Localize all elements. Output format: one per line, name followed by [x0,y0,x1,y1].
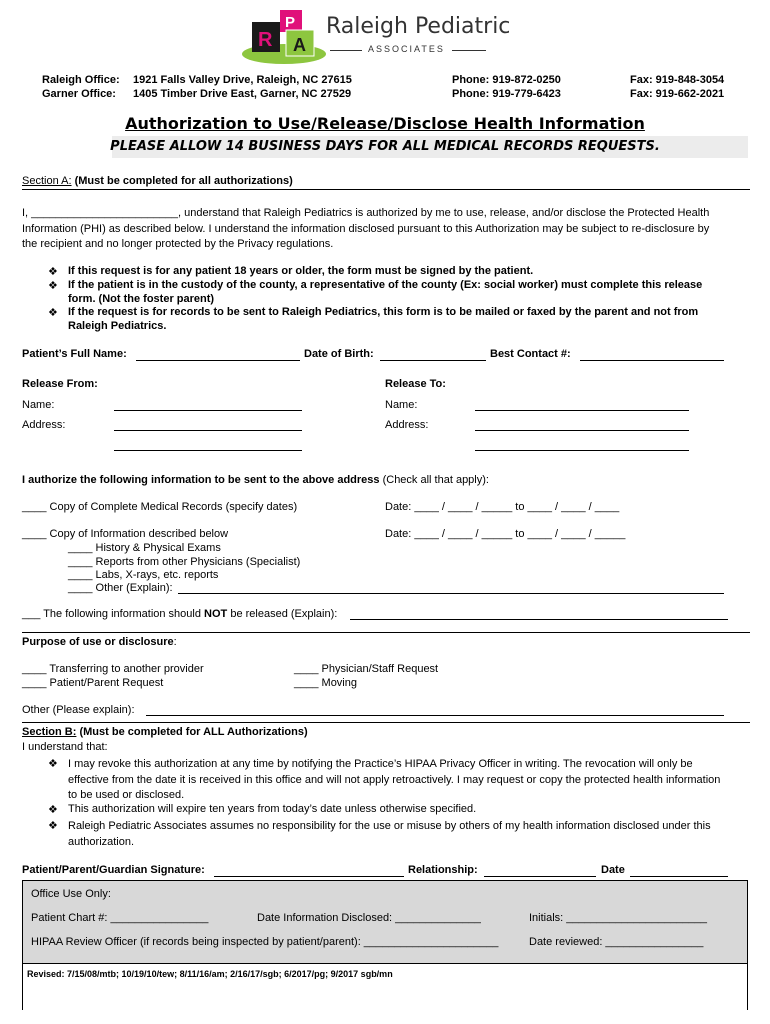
logo-letter-a: A [293,35,306,55]
date-reviewed-field[interactable]: Date reviewed: ________________ [529,936,704,948]
section-b-label: Section B: [22,726,77,738]
purpose-other-field[interactable] [146,715,724,716]
relationship-label: Relationship: [408,864,478,876]
authorize-divider [22,632,750,633]
purpose-parent-option[interactable]: ____ Patient/Parent Request [22,677,164,689]
raleigh-office-label: Raleigh Office: [42,74,120,86]
bullet-icon: ❖ [48,307,58,319]
release-from-name-field[interactable] [114,410,302,411]
logo-name: Raleigh Pediatric [326,14,511,39]
initials-field[interactable]: Initials: _______________________ [529,912,707,924]
purpose-transfer-option[interactable]: ____ Transferring to another provider [22,663,204,675]
section-a-divider [22,189,750,190]
patient-name-field[interactable] [136,360,300,361]
logo [240,8,511,66]
labs-xrays-option[interactable]: ____ Labs, X-rays, etc. reports [68,569,219,581]
bullet-icon: ❖ [48,804,58,816]
consent-line-1: I, ________________________, understand that Raleigh Pediatrics is authorized by me to use, release, and/or disclose the Protected Health [22,207,710,219]
purpose-moving-option[interactable]: ____ Moving [294,677,357,689]
relationship-field[interactable] [484,876,596,877]
bullet-no-responsibility: Raleigh Pediatric Associates assumes no responsibility for the use or misuse by others of my health information disclosed under this authorization. [68,820,711,848]
copy-described-option[interactable]: ____ Copy of Information described below [22,528,229,540]
release-to-address-field-2[interactable] [475,450,689,451]
other-info-explain-field[interactable] [178,593,724,594]
bullet-expire: This authorization will expire ten years from today’s date unless otherwise specified. [68,803,477,815]
release-to-name-field[interactable] [475,410,689,411]
logo-sub-line [330,50,362,51]
release-to-label: Release To: [385,378,446,390]
best-contact-field[interactable] [580,360,724,361]
raleigh-office-fax: Fax: 919-848-3054 [630,74,725,86]
garner-office-fax: Fax: 919-662-2021 [630,88,725,100]
authorize-heading: I authorize the following information to be sent to the above address (Check all that apply): [22,474,489,486]
section-b-lead: I understand that: [22,741,108,753]
garner-office-phone: Phone: 919-779-6423 [452,88,561,100]
patient-chart-field[interactable]: Patient Chart #: ________________ [31,912,209,924]
logo-sub-line-right [452,50,486,51]
purpose-other-label: Other (Please explain): [22,704,135,716]
not-released-explain-field[interactable] [350,619,728,620]
signature-label: Patient/Parent/Guardian Signature: [22,864,205,876]
logo-mark-icon [240,8,330,66]
garner-office-address: 1405 Timber Drive East, Garner, NC 27529 [133,88,352,100]
bullet-county-custody: If the patient is in the custody of the county, a representative of the county (Ex: social worker) must complete this release form. (Not the foster parent) [68,279,703,305]
office-use-box [22,880,748,1010]
release-from-address-label: Address: [22,419,66,431]
revised-line: Revised: 7/15/08/mtb; 10/19/10/tew; 8/11/16/am; 2/16/17/sgb; 6/2017/pg; 9/2017 sgb/mn [27,969,393,979]
signature-field[interactable] [214,876,404,877]
copy-complete-option[interactable]: ____ Copy of Complete Medical Records (specify dates) [22,501,298,513]
raleigh-office-phone: Phone: 919-872-0250 [452,74,561,86]
other-info-option[interactable]: ____ Other (Explain): [68,582,173,594]
release-to-address-field[interactable] [475,430,689,431]
bullet-records-to-rpa: If the request is for records to be sent to Raleigh Pediatrics, this form is to be mailed or faxed by the parent and not from Raleigh Pediatrics. [68,306,699,332]
dob-field[interactable] [380,360,486,361]
purpose-physician-option[interactable]: ____ Physician/Staff Request [294,663,439,675]
bullet-icon: ❖ [48,266,58,278]
raleigh-office-address: 1921 Falls Valley Drive, Raleigh, NC 27615 [133,74,352,86]
specialist-reports-option[interactable]: ____ Reports from other Physicians (Specialist) [68,556,301,568]
bullet-adult-patient: If this request is for any patient 18 years or older, the form must be signed by the patient. [68,265,534,277]
release-to-name-label: Name: [385,399,418,411]
complete-records-date-range[interactable]: Date: ____ / ____ / _____ to ____ / ____ / ____ [385,501,620,513]
consent-paragraph [22,206,744,253]
best-contact-label: Best Contact #: [490,348,571,360]
purpose-heading: Purpose of use or disclosure: [22,636,177,648]
date-disclosed-field[interactable]: Date Information Disclosed: ______________ [257,912,481,924]
hipaa-officer-field[interactable]: HIPAA Review Officer (if records being inspected by patient/parent): ______________________ [31,936,499,948]
release-to-address-label: Address: [385,419,429,431]
section-b-note: (Must be completed for ALL Authorizations) [76,726,308,738]
form-title: Authorization to Use/Release/Disclose Health Information [125,114,645,133]
bullet-icon: ❖ [48,820,58,832]
release-from-address-field[interactable] [114,430,302,431]
dob-label: Date of Birth: [304,348,374,360]
bullet-icon: ❖ [48,280,58,292]
signature-date-field[interactable] [630,876,728,877]
bullet-icon: ❖ [48,758,58,770]
release-from-address-field-2[interactable] [114,450,302,451]
history-physical-option[interactable]: ____ History & Physical Exams [68,542,221,554]
section-b-heading [22,726,308,738]
purpose-divider [22,722,750,723]
logo-sub: ASSOCIATES [368,44,445,54]
section-a-note: (Must be completed for all authorizations) [71,175,293,187]
release-from-name-label: Name: [22,399,55,411]
bullet-revoke: I may revoke this authorization at any time by notifying the Practice’s HIPAA Privacy Officer in writing. The revocation will only be effective from the date it is received in this office and will not apply retroactively. I may request or copy the protected health information to be used or disclosed. [68,758,721,801]
described-info-date-range[interactable]: Date: ____ / ____ / _____ to ____ / ____ / _____ [385,528,626,540]
section-a-heading [22,175,293,187]
not-released-label: ___ The following information should NOT be released (Explain): [22,608,338,620]
office-use-title: Office Use Only: [31,888,111,900]
signature-date-label: Date [601,864,625,876]
consent-line-2: Information (PHI) as described below. I understand the information disclosed pursuant to this Authorization may be subject to re-disclosure by [22,222,710,235]
release-from-label: Release From: [22,378,98,390]
logo-letter-p: P [285,14,296,31]
consent-line-3: the recipient and no longer protected by the Privacy regulations. [22,238,334,250]
garner-office-label: Garner Office: [42,88,116,100]
logo-letter-r: R [258,29,273,51]
records-notice: PLEASE ALLOW 14 BUSINESS DAYS FOR ALL MEDICAL RECORDS REQUESTS. [110,139,660,154]
section-a-label: Section A: [22,175,72,187]
patient-name-label: Patient’s Full Name: [22,348,127,360]
